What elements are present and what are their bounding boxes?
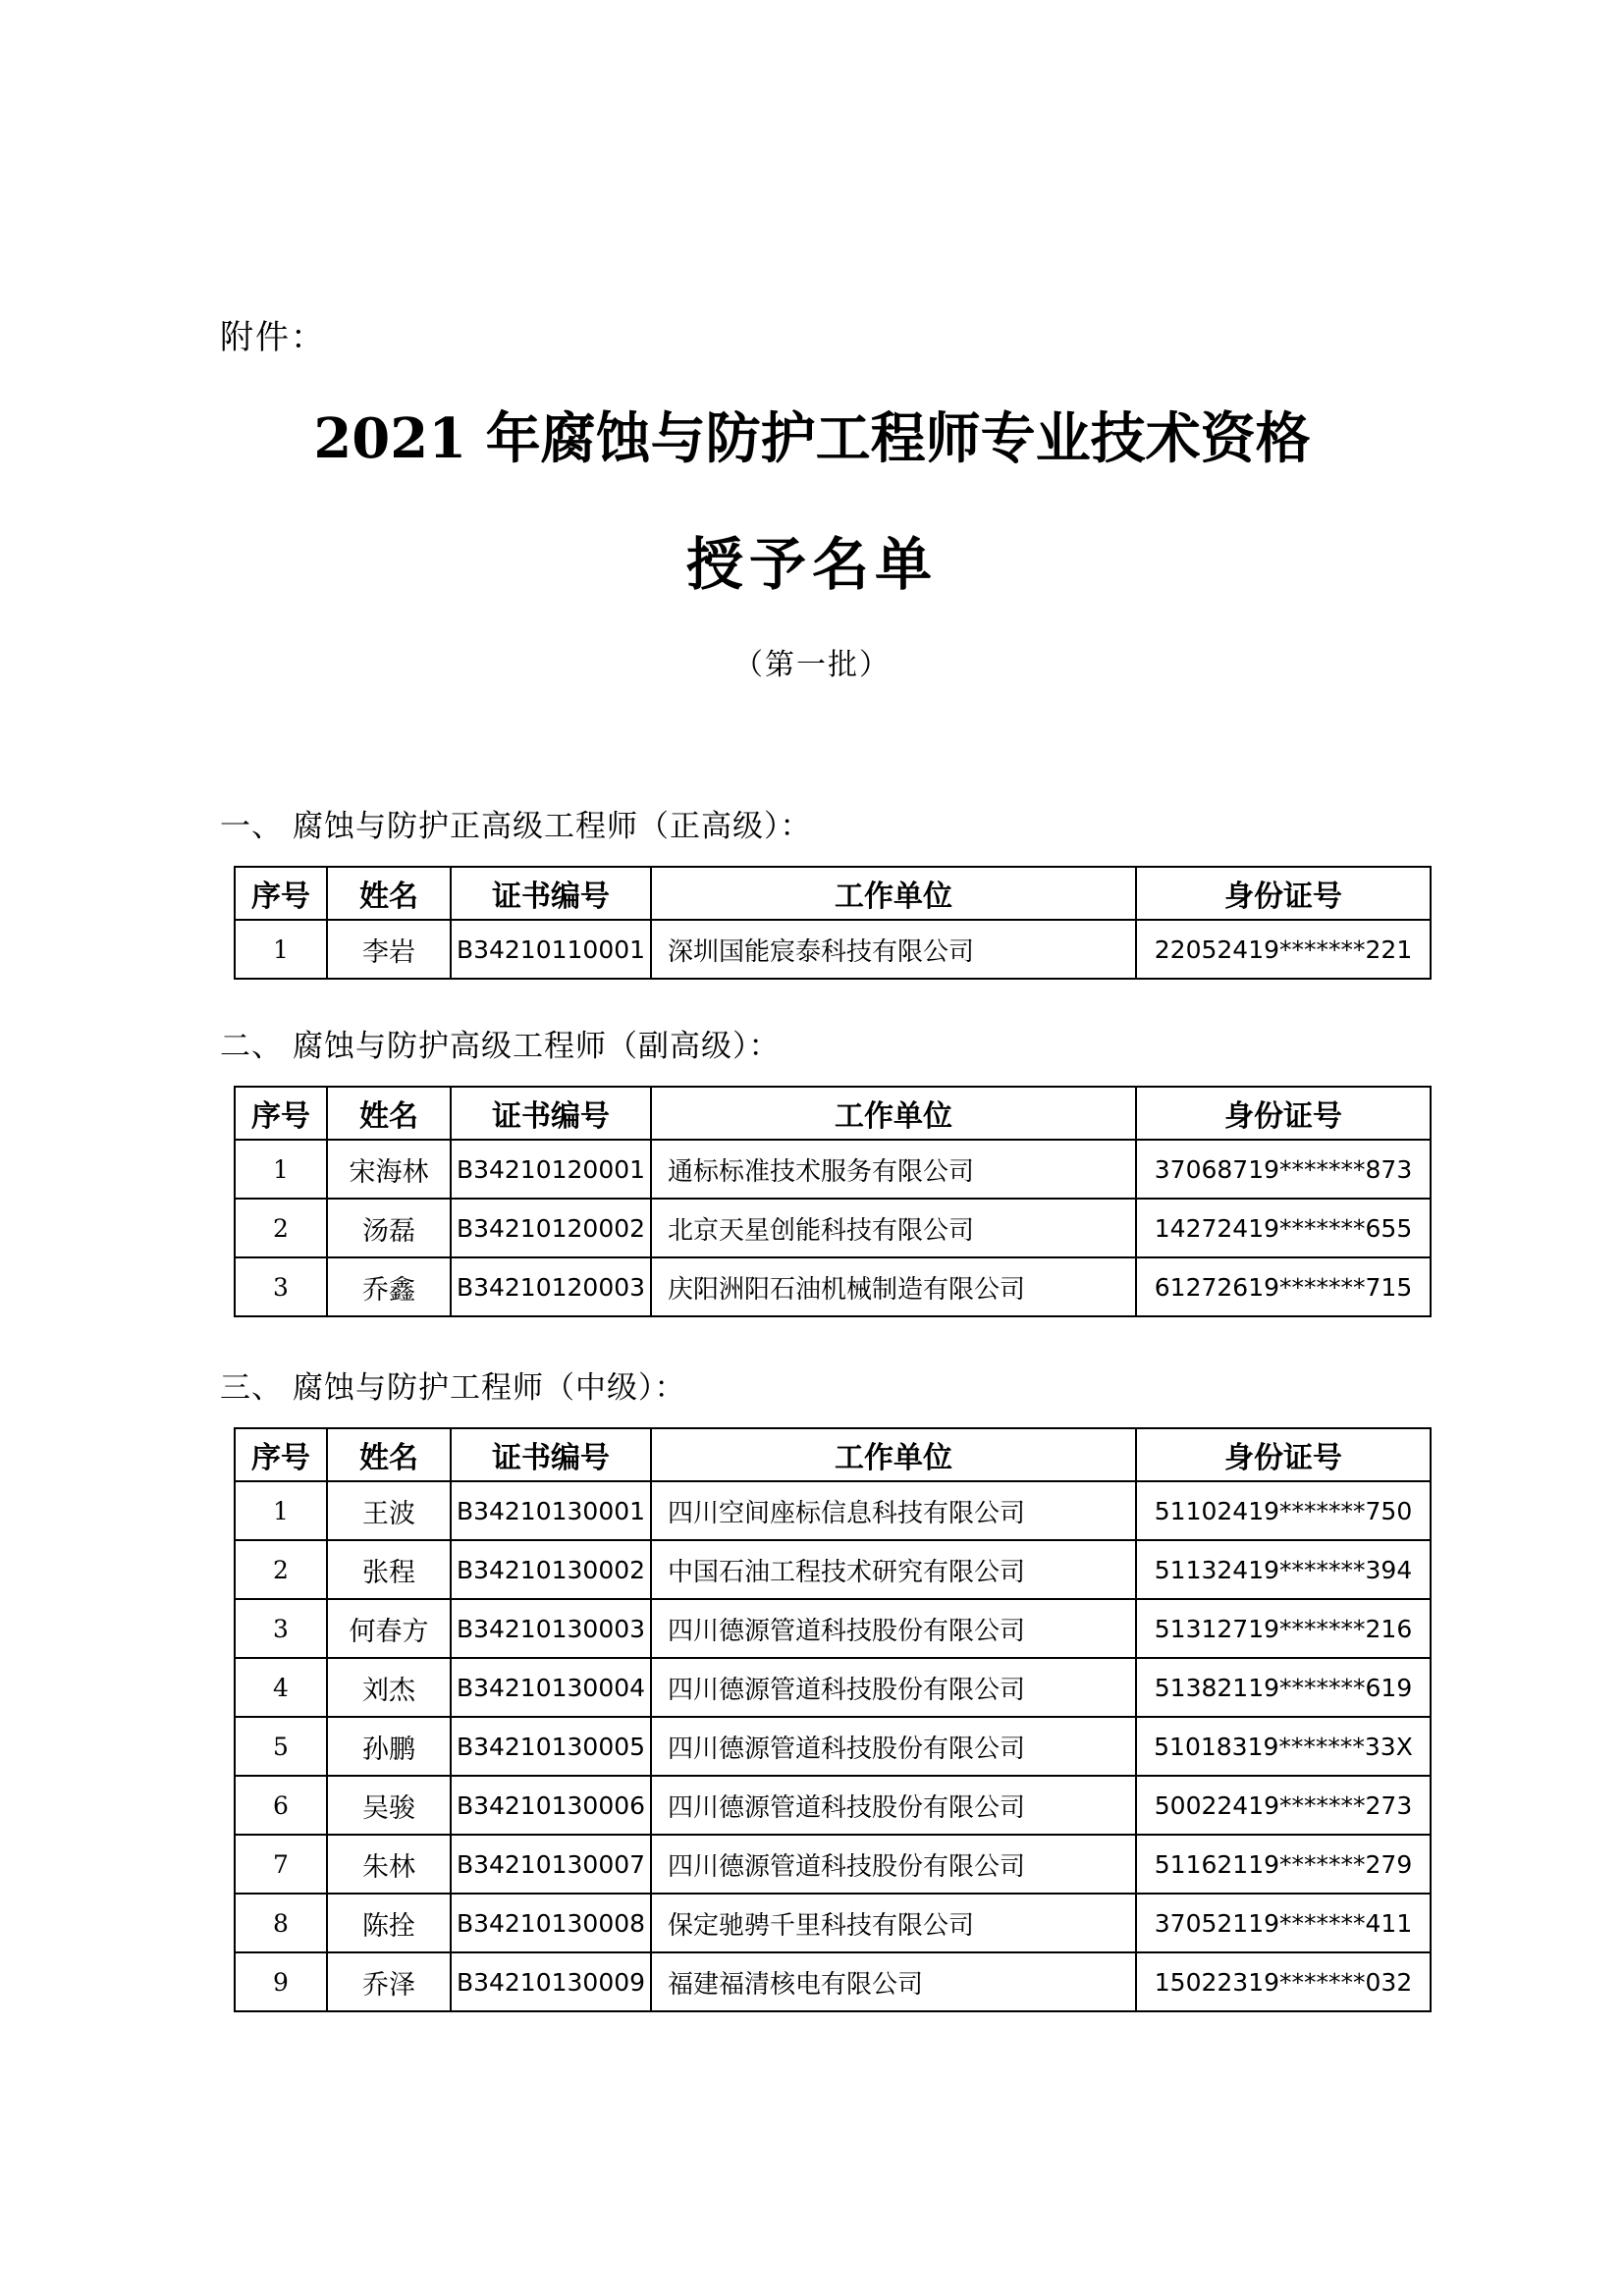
- section-title: 腐蚀与防护工程师（中级）：: [293, 1370, 686, 1406]
- cell-employer: 深圳国能宸泰科技有限公司: [651, 920, 1136, 979]
- header-cert-no: 证书编号: [451, 1087, 651, 1140]
- cell-cert-no: B34210130005: [451, 1717, 651, 1776]
- cell-cert-no: B34210130007: [451, 1835, 651, 1894]
- cell-seq: 7: [235, 1835, 327, 1894]
- cell-id-no: 15022319*******032: [1136, 1952, 1431, 2011]
- table-row: [235, 1835, 1431, 1894]
- cell-name: 陈拴: [327, 1894, 451, 1952]
- section-heading-3: [220, 1368, 686, 1408]
- header-id-no: 身份证号: [1136, 867, 1431, 920]
- batch-label: （第一批）: [733, 648, 891, 682]
- table-row: [235, 1481, 1431, 1540]
- section-title: 腐蚀与防护高级工程师（副高级）：: [293, 1029, 781, 1064]
- header-id-no: 身份证号: [1136, 1428, 1431, 1481]
- cell-seq: 6: [235, 1776, 327, 1835]
- section-number: 三、: [220, 1370, 283, 1406]
- cell-cert-no: B34210130008: [451, 1894, 651, 1952]
- cell-employer: 北京天星创能科技有限公司: [651, 1199, 1136, 1257]
- table-row: [235, 1257, 1431, 1316]
- header-seq: 序号: [235, 867, 327, 920]
- cell-id-no: 61272619*******715: [1136, 1257, 1431, 1316]
- cell-name: 李岩: [327, 920, 451, 979]
- cell-seq: 1: [235, 1481, 327, 1540]
- table-row: [235, 1952, 1431, 2011]
- cell-name: 乔泽: [327, 1952, 451, 2011]
- cell-employer: 四川德源管道科技股份有限公司: [651, 1658, 1136, 1717]
- cell-cert-no: B34210120003: [451, 1257, 651, 1316]
- cell-seq: 5: [235, 1717, 327, 1776]
- cell-id-no: 50022419*******273: [1136, 1776, 1431, 1835]
- cell-employer: 福建福清核电有限公司: [651, 1952, 1136, 2011]
- header-name: 姓名: [327, 1428, 451, 1481]
- table-row: [235, 920, 1431, 979]
- cell-name: 何春方: [327, 1599, 451, 1658]
- cell-employer: 通标标准技术服务有限公司: [651, 1140, 1136, 1199]
- cell-cert-no: B34210110001: [451, 920, 651, 979]
- document-title-line1: 2021 年腐蚀与防护工程师专业技术资格: [313, 406, 1311, 471]
- cell-cert-no: B34210130004: [451, 1658, 651, 1717]
- cell-employer: 保定驰骋千里科技有限公司: [651, 1894, 1136, 1952]
- cell-name: 朱林: [327, 1835, 451, 1894]
- cell-seq: 8: [235, 1894, 327, 1952]
- cell-name: 乔鑫: [327, 1257, 451, 1316]
- section-number: 二、: [220, 1029, 283, 1064]
- cell-name: 汤磊: [327, 1199, 451, 1257]
- header-employer: 工作单位: [651, 867, 1136, 920]
- cell-id-no: 14272419*******655: [1136, 1199, 1431, 1257]
- section-number: 一、: [220, 809, 283, 844]
- cell-id-no: 51312719*******216: [1136, 1599, 1431, 1658]
- table-row: [235, 1540, 1431, 1599]
- cell-name: 孙鹏: [327, 1717, 451, 1776]
- table-senior-engineer: [234, 866, 1432, 980]
- cell-id-no: 51382119*******619: [1136, 1658, 1431, 1717]
- cell-cert-no: B34210130006: [451, 1776, 651, 1835]
- cell-employer: 四川德源管道科技股份有限公司: [651, 1717, 1136, 1776]
- cell-cert-no: B34210130001: [451, 1481, 651, 1540]
- section-heading-2: [220, 1027, 781, 1066]
- cell-seq: 4: [235, 1658, 327, 1717]
- section-title: 腐蚀与防护正高级工程师（正高级）：: [293, 809, 812, 844]
- cell-seq: 1: [235, 920, 327, 979]
- cell-seq: 9: [235, 1952, 327, 2011]
- cell-name: 宋海林: [327, 1140, 451, 1199]
- table-header-row: [235, 1428, 1431, 1481]
- cell-id-no: 22052419*******221: [1136, 920, 1431, 979]
- cell-seq: 3: [235, 1599, 327, 1658]
- table-header-row: [235, 1087, 1431, 1140]
- attachment-label: 附件：: [220, 318, 326, 357]
- cell-id-no: 51102419*******750: [1136, 1481, 1431, 1540]
- cell-cert-no: B34210120001: [451, 1140, 651, 1199]
- cell-id-no: 51018319*******33X: [1136, 1717, 1431, 1776]
- cell-id-no: 51132419*******394: [1136, 1540, 1431, 1599]
- table-associate-senior-engineer: [234, 1086, 1432, 1317]
- header-name: 姓名: [327, 867, 451, 920]
- table-row: [235, 1658, 1431, 1717]
- cell-cert-no: B34210120002: [451, 1199, 651, 1257]
- document-title-line2: 授予名单: [685, 531, 938, 598]
- cell-employer: 四川德源管道科技股份有限公司: [651, 1599, 1136, 1658]
- table-row: [235, 1776, 1431, 1835]
- header-seq: 序号: [235, 1087, 327, 1140]
- cell-name: 吴骏: [327, 1776, 451, 1835]
- cell-id-no: 51162119*******279: [1136, 1835, 1431, 1894]
- header-id-no: 身份证号: [1136, 1087, 1431, 1140]
- section-heading-1: [220, 807, 812, 846]
- cell-cert-no: B34210130009: [451, 1952, 651, 2011]
- cell-id-no: 37052119*******411: [1136, 1894, 1431, 1952]
- table-row: [235, 1199, 1431, 1257]
- cell-cert-no: B34210130002: [451, 1540, 651, 1599]
- cell-seq: 3: [235, 1257, 327, 1316]
- table-row: [235, 1717, 1431, 1776]
- table-engineer: [234, 1427, 1432, 2012]
- header-employer: 工作单位: [651, 1428, 1136, 1481]
- header-seq: 序号: [235, 1428, 327, 1481]
- cell-employer: 四川德源管道科技股份有限公司: [651, 1835, 1136, 1894]
- cell-seq: 1: [235, 1140, 327, 1199]
- header-name: 姓名: [327, 1087, 451, 1140]
- cell-cert-no: B34210130003: [451, 1599, 651, 1658]
- cell-employer: 四川空间座标信息科技有限公司: [651, 1481, 1136, 1540]
- table-header-row: [235, 867, 1431, 920]
- header-cert-no: 证书编号: [451, 867, 651, 920]
- cell-name: 张程: [327, 1540, 451, 1599]
- header-cert-no: 证书编号: [451, 1428, 651, 1481]
- cell-employer: 庆阳洲阳石油机械制造有限公司: [651, 1257, 1136, 1316]
- cell-seq: 2: [235, 1199, 327, 1257]
- cell-employer: 四川德源管道科技股份有限公司: [651, 1776, 1136, 1835]
- cell-name: 王波: [327, 1481, 451, 1540]
- cell-id-no: 37068719*******873: [1136, 1140, 1431, 1199]
- table-row: [235, 1599, 1431, 1658]
- header-employer: 工作单位: [651, 1087, 1136, 1140]
- cell-employer: 中国石油工程技术研究有限公司: [651, 1540, 1136, 1599]
- table-row: [235, 1894, 1431, 1952]
- cell-seq: 2: [235, 1540, 327, 1599]
- cell-name: 刘杰: [327, 1658, 451, 1717]
- table-row: [235, 1140, 1431, 1199]
